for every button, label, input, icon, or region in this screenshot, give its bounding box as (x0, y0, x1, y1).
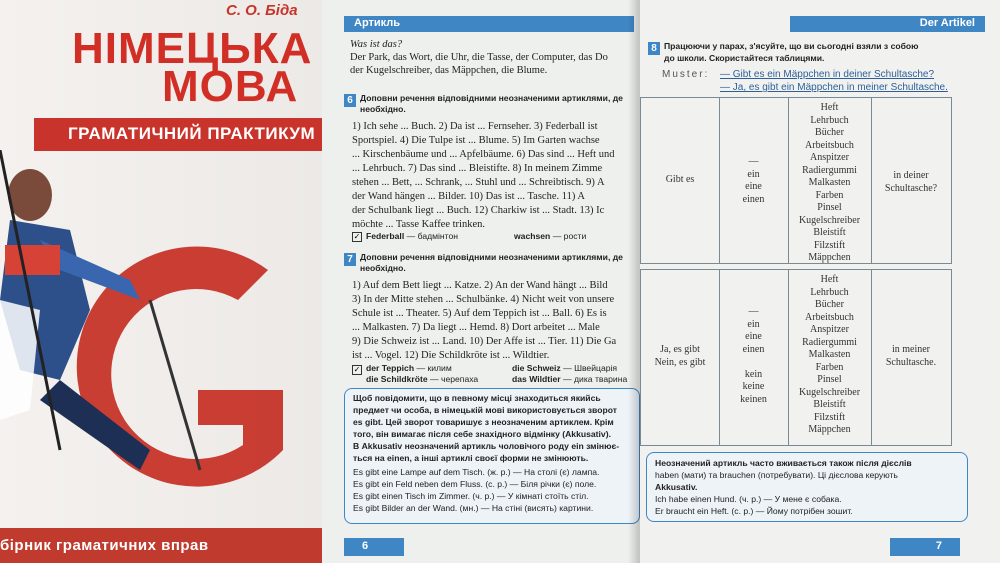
task-7-number: 7 (344, 253, 356, 266)
task-6-line: der Schulbank liegt ... Buch. 12) Charkiw ist ... Stadt. 13) Ic (352, 205, 605, 216)
task-6-glossary-right (514, 231, 586, 241)
right-page-number-tab (890, 538, 960, 556)
table-item-cell: Malkasten (808, 177, 851, 188)
table-answer-cell: Ja, es gibt (660, 344, 700, 355)
table-location-cell: Schultasche? (884, 182, 938, 194)
task-6-line: der Wand hängen ... Bilder. 10) Das ist ... Tasche. 11) A (352, 191, 585, 202)
table-item-cell: Filzstift (813, 411, 846, 423)
task-6-line: ... Kirschenbäume und ... Apfelbäume. 6) Das sind ... Heft und (352, 149, 615, 160)
rule-line: В Akkusativ неозначений артикль чоловічого роду ein змінює- (353, 441, 620, 451)
rule-example: Er braucht ein Heft. (с. р.) — Йому потрібен зошит. (655, 506, 853, 516)
rule-line: es gibt. Цей зворот товаришує з неозначеним артиклем. Крім (353, 417, 614, 427)
table-item-cell: Bücher (815, 299, 844, 310)
table1-items (788, 102, 871, 265)
table1-articles (719, 156, 788, 206)
table-item-cell: Arbeitsbuch (805, 311, 854, 323)
cover-athlete-illustration (0, 150, 210, 480)
task-7-line: 1) Auf dem Bett liegt ... Katze. 2) An der Wand hängt ... Bild (352, 280, 608, 291)
table-article-cell: keinen (740, 393, 767, 405)
glossary-term: der Teppich (366, 363, 415, 373)
glossary-term: wachsen (514, 231, 551, 241)
table-article-cell: — (748, 306, 759, 317)
table-item-cell: Pinsel (817, 202, 842, 213)
table-article-cell (719, 356, 788, 369)
glossary-translation: — бадмінтон (406, 231, 459, 241)
glossary-term: die Schweiz (512, 363, 561, 373)
table-ja-es-gibt (640, 269, 952, 446)
table-article-cell: ein (747, 168, 760, 180)
table-article-cell: — (748, 156, 759, 167)
rule-line: Akkusativ. (655, 482, 698, 492)
task-7-line: ist ... Vogel. 12) Die Schildkröte ist ... Wildtier. (352, 350, 550, 361)
rule-example: Ich habe einen Hund. (ч. р.) — У мене є собака. (655, 494, 842, 504)
table-item-cell: Kugelschreiber (798, 214, 861, 226)
rule-line: Неозначений артикль часто вживається також після дієслів (655, 458, 912, 468)
glossary-translation: — черепаха (430, 374, 479, 384)
task-6-heading: необхідно. (360, 104, 406, 114)
table-item-cell: Bleistift (813, 227, 846, 238)
rule-line: того, він вимагає після себе знахідного відмінку (Akkusativ). (353, 429, 611, 439)
task-7-line: Schule ist ... Theater. 5) Auf dem Teppich ist ... Ball. 6) Es is (352, 308, 607, 319)
table-item-cell: Mäppchen (808, 252, 851, 263)
task-7-line: 9) Die Schweiz ist ... Land. 10) Der Affe ist ... Tier. 11) Die Ga (352, 336, 617, 347)
table-item-cell: Anspitzer (810, 324, 849, 335)
table1-location (871, 170, 951, 195)
table-location-cell: Schultasche. (885, 356, 937, 368)
table2-col1 (641, 344, 719, 369)
task-8-number: 8 (648, 42, 660, 55)
rule-line: haben (мати) та brauchen (потребувати). Ці дієслова керують (655, 470, 898, 480)
left-page-header (344, 16, 634, 32)
left-page-header-label: Артикль (354, 17, 401, 29)
table2-articles (719, 306, 788, 406)
task-6-line: stehen ... Bett, ... Schrank, ... Stuhl und ... Schreibtisch. 9) A (352, 177, 605, 188)
grammar-rule-box-right (646, 452, 968, 522)
table-item-cell: Farben (815, 189, 844, 201)
table-article-cell: eine (745, 331, 762, 342)
rule-line: Щоб повідомити, що в певному місці знаходиться якийсь (353, 393, 601, 403)
right-page-header-label: Der Artikel (919, 17, 975, 29)
glossary-term: das Wildtier (512, 374, 561, 384)
page-left (322, 0, 642, 563)
grammar-rule-box (344, 388, 640, 524)
table-location-cell: in deiner (893, 170, 929, 181)
glossary-translation: — килим (416, 363, 452, 373)
table1-col1: Gibt es (665, 174, 695, 185)
task-8-heading: до школи. Скористайтеся таблицями. (664, 53, 825, 63)
table-item-cell: Arbeitsbuch (805, 139, 854, 151)
table2-items (788, 274, 871, 437)
muster-question: — Gibt es ein Mäppchen in deiner Schultasche? (720, 69, 935, 80)
table-item-cell: Heft (820, 102, 839, 113)
glossary-translation: — Швейцарія (563, 363, 618, 373)
table-location-cell: in meiner (891, 344, 931, 355)
glossary-check-icon: ✓ (353, 232, 361, 241)
table-gibt-es (640, 97, 952, 264)
table-item-cell: Radiergummi (802, 164, 857, 176)
task-6-line: 1) Ich sehe ... Buch. 2) Da ist ... Fernseher. 3) Federball ist (352, 121, 598, 132)
right-page-number: 7 (935, 540, 942, 552)
table-item-cell: Radiergummi (802, 336, 857, 348)
book-cover (0, 0, 322, 563)
table-item-cell: Malkasten (808, 349, 851, 360)
cover-title-line1: НІМЕЦЬКА (72, 24, 313, 73)
task-7-heading: Доповни речення відповідними неозначеними артиклями, де (360, 252, 623, 262)
task-6-line: ... Lehrbuch. 7) Das sind ... Bleistifte. 8) In meinem Zimme (352, 163, 603, 174)
table-item-cell: Pinsel (817, 374, 842, 385)
task-7-heading: необхідно. (360, 263, 406, 273)
intro-line: der Kugelschreiber, das Mäppchen, die Blume. (350, 65, 548, 76)
table-item-cell: Anspitzer (810, 152, 849, 163)
task-7-glossary-item (366, 363, 452, 373)
table-article-cell: kein (744, 368, 763, 380)
task-6-line: möchte ... Tasse Kaffee trinken. (352, 219, 485, 230)
glossary-check-icon: ✓ (353, 365, 361, 374)
cover-author: С. О. Біда (226, 2, 298, 19)
cover-title-line2: МОВА (162, 62, 299, 111)
cover-bottom-text: бірник граматичних вправ (0, 537, 209, 554)
left-page-number-tab (344, 538, 404, 556)
table-item-cell: Farben (815, 361, 844, 373)
task-6-heading: Доповни речення відповідними неозначеними артиклями, де (360, 93, 623, 103)
rule-line: ться на einen, а інші артиклі своєї форми не змінюють. (353, 453, 589, 463)
table-item-cell: Kugelschreiber (798, 386, 861, 398)
task-7-line: 3) In der Mitte stehen ... Schulbänke. 4) Nicht weit von unsere (352, 294, 615, 305)
table-item-cell: Lehrbuch (810, 286, 849, 298)
task-8-heading: Працюючи у парах, з'ясуйте, що ви сьогодні взяли з собою (664, 41, 919, 51)
cover-subtitle-band (34, 118, 322, 151)
glossary-translation: — дика тварина (563, 374, 628, 384)
task-6-glossary-left (366, 231, 458, 241)
task-7-line: ... Malkasten. 7) Da liegt ... Hemd. 8) Dort arbeitet ... Male (352, 322, 600, 333)
table-article-cell: eine (745, 181, 762, 192)
page-right (640, 0, 1000, 563)
rule-example: Es gibt Bilder an der Wand. (мн.) — На стіні (висять) картини. (353, 503, 594, 513)
task-6-line: Sportspiel. 4) Die Tulpe ist ... Blume. 5) Im Garten wachse (352, 135, 600, 146)
table-article-cell: einen (742, 193, 765, 205)
glossary-translation: — рости (552, 231, 587, 241)
task-6-number: 6 (344, 94, 356, 107)
intro-question: Was ist das? (350, 39, 403, 50)
open-book (310, 0, 1000, 563)
rule-example: Es gibt ein Feld neben dem Fluss. (с. р.) — Біля річки (є) поле. (353, 479, 597, 489)
table-item-cell: Lehrbuch (810, 114, 849, 126)
task-7-glossary-item (512, 374, 627, 384)
table-item-cell: Filzstift (813, 239, 846, 251)
table-item-cell: Mäppchen (808, 424, 851, 435)
muster-label: Muster: (662, 69, 710, 80)
glossary-term: Federball (366, 231, 405, 241)
table-article-cell: keine (742, 381, 765, 392)
cover-subtitle: ГРАМАТИЧНИЙ ПРАКТИКУМ (68, 124, 316, 143)
right-page-header (790, 16, 985, 32)
table-answer-cell: Nein, es gibt (654, 356, 706, 368)
rule-example: Es gibt eine Lampe auf dem Tisch. (ж. р.) — На столі (є) лампа. (353, 467, 600, 477)
table-item-cell: Bücher (815, 127, 844, 138)
task-7-glossary-item (512, 363, 617, 373)
glossary-term: die Schildkröte (366, 374, 428, 384)
left-page-number: 6 (362, 540, 369, 552)
rule-example: Es gibt einen Tisch im Zimmer. (ч. р.) — У кімнаті стоїть стіл. (353, 491, 589, 501)
intro-line: Der Park, das Wort, die Uhr, die Tasse, der Computer, das Do (350, 52, 608, 63)
table-item-cell: Heft (820, 274, 839, 285)
table-article-cell: ein (747, 318, 760, 330)
table2-location (871, 344, 951, 369)
table-item-cell: Bleistift (813, 399, 846, 410)
muster-answer: — Ja, es gibt ein Mäppchen in meiner Schultasche. (720, 82, 948, 93)
task-7-glossary-item (366, 374, 478, 384)
table-article-cell: einen (742, 343, 765, 355)
rule-line: предмет чи особа, в німецькій мові використовується зворот (353, 405, 617, 415)
